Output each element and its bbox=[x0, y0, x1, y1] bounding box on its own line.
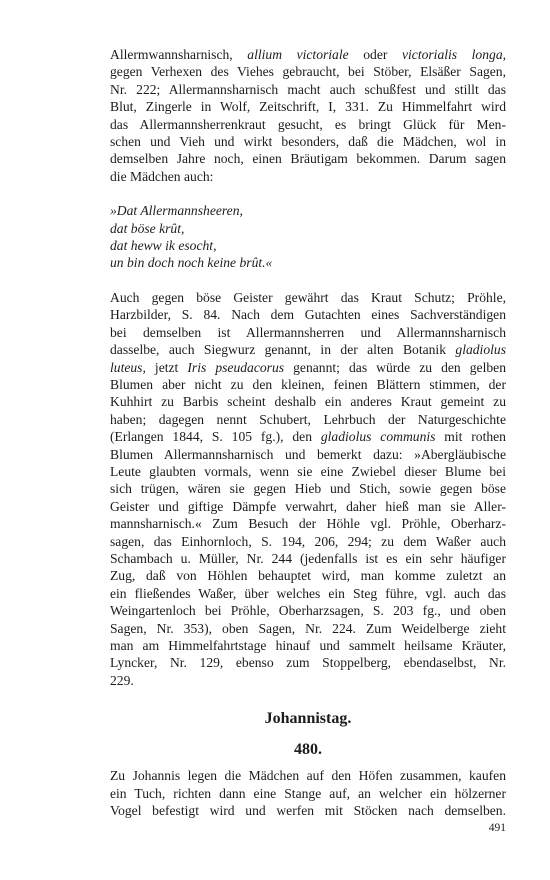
page-body bbox=[110, 46, 506, 819]
text-line: Geister und giftige Dämpfe verwahrt, daher hieß man sie Aller- bbox=[110, 498, 506, 514]
italic-term: allium victoriale bbox=[247, 47, 349, 62]
paragraph-2 bbox=[110, 289, 506, 689]
text-span: oder bbox=[348, 47, 402, 62]
text-line: ein fließendes Waßer, über welches ein Steg führe, vgl. auch das bbox=[110, 585, 506, 601]
italic-term: Iris pseudacorus bbox=[187, 359, 285, 375]
paragraph-1 bbox=[110, 46, 506, 185]
text-line: man am Himmelfahrtstage hinauf und sammelt heilsame Kräuter, bbox=[110, 638, 506, 653]
text-line: das Allermannsherrenkraut gesucht, es bringt Glück für Men- bbox=[110, 116, 506, 132]
text-line: Auch gegen böse Geister gewährt das Kraut Schutz; Pröhle, bbox=[110, 289, 506, 305]
verse-line: »Dat Allermannsheeren, bbox=[110, 203, 243, 219]
text-line: die Mädchen auch: bbox=[110, 168, 214, 184]
text-line: ein Tuch, richten dann eine Stange auf, an welcher ein hölzerner bbox=[110, 785, 506, 801]
text-line bbox=[110, 46, 506, 63]
text-line: Nr. 222; Allermannsharnisch macht auch schußfest und stillt das bbox=[110, 81, 506, 97]
text-line: Leute glaubten vormals, wenn sie eine Zwiebel dieser Blume bei bbox=[110, 463, 506, 479]
text-line: 229. bbox=[110, 672, 134, 688]
text-line: Blut, Zingerle in Wolf, Zeitschrift, I, 331. Zu Himmelfahrt wird bbox=[110, 99, 506, 115]
text-line: Blumen aber nicht zu den kleinen, feinen Blättern stimmen, der bbox=[110, 376, 506, 392]
text-span: jetzt bbox=[145, 359, 188, 375]
text-line: sich trügen, wären sie gegen Hieb und Stich, sowie gegen böse bbox=[110, 481, 506, 497]
page-number: 491 bbox=[488, 822, 506, 834]
text-line: demselben Jahre noch, einen Bräutigam bekommen. Darum sagen bbox=[110, 151, 506, 167]
spacer bbox=[110, 272, 506, 289]
text-line: bei demselben ist Allermannsherren und Allermannsharnisch bbox=[110, 324, 506, 340]
section-title: Johannistag. bbox=[264, 710, 352, 728]
section-number: 480. bbox=[294, 741, 322, 759]
text-span: genannt; das würde zu den gelben bbox=[284, 359, 506, 375]
text-line: Sagen, Nr. 353), oben Sagen, Nr. 224. Zum Weidelberge zieht bbox=[110, 620, 506, 636]
text-span: (Erlangen 1844, S. 105 fg.), den bbox=[110, 429, 321, 445]
text-span: Allermwannsharnisch, bbox=[110, 47, 248, 62]
text-line: haben; dagegen nennt Schubert, Lehrbuch der Naturgeschichte bbox=[110, 411, 506, 427]
text-span: mit rothen bbox=[435, 429, 506, 445]
text-line: Zug, daß von Höhlen behauptet wird, man komme zuletzt an bbox=[110, 568, 506, 584]
italic-term: luteus, bbox=[110, 359, 146, 375]
italic-term: gladiolus communis bbox=[320, 429, 436, 445]
text-line: gegen Verhexen des Viehes gebraucht, bei Stöber, Elsäßer Sagen, bbox=[110, 64, 506, 80]
verse-line: dat heww ik esocht, bbox=[110, 238, 217, 254]
text-line bbox=[110, 428, 506, 445]
text-line: Schambach u. Müller, Nr. 244 (jedenfalls ist es ein sehr häufiger bbox=[110, 550, 506, 566]
text-line: Vogel befestigt wird und werfen mit Stöcken nach demselben. bbox=[110, 803, 506, 819]
text-line: Kuhhirt zu Barbis scheint deshalb ein anderes Kraut gemeint zu bbox=[110, 394, 506, 410]
paragraph-3 bbox=[110, 767, 506, 819]
text-line bbox=[110, 341, 506, 358]
text-line: Harzbilder, S. 84. Nach dem Gutachten eines Sachverständigen bbox=[110, 307, 506, 323]
text-line: mannsharnisch.« Zum Besuch der Höhle vgl. Pröhle, Oberharz- bbox=[110, 516, 506, 532]
text-line bbox=[110, 359, 506, 376]
verse-block bbox=[110, 202, 506, 272]
verse-line: un bin doch noch keine brût.« bbox=[110, 255, 273, 271]
italic-term: gladiolus bbox=[455, 342, 506, 358]
italic-term: victorialis longa, bbox=[401, 47, 507, 62]
text-line: schen und Vieh und wirkt besonders, daß die Mädchen, wol in bbox=[110, 134, 506, 150]
text-line: Lyncker, Nr. 129, ebenso zum Stoppelberg, ebendaselbst, Nr. bbox=[110, 655, 506, 671]
text-line: Blumen Allermannsharnisch und bemerkt dazu: »Abergläubische bbox=[110, 446, 506, 462]
spacer bbox=[110, 185, 506, 202]
verse-line: dat böse krût, bbox=[110, 220, 185, 236]
text-span: dasselbe, auch Siegwurz genannt, in der alten Botanik bbox=[110, 342, 456, 358]
text-line: Weingartenloch bei Pröhle, Oberharzsagen, S. 203 fg., und oben bbox=[110, 603, 506, 619]
text-line: Zu Johannis legen die Mädchen auf den Höfen zusammen, kaufen bbox=[110, 768, 506, 784]
text-line: sagen, das Einhornloch, S. 194, 206, 294; zu dem Waßer auch bbox=[110, 533, 506, 549]
